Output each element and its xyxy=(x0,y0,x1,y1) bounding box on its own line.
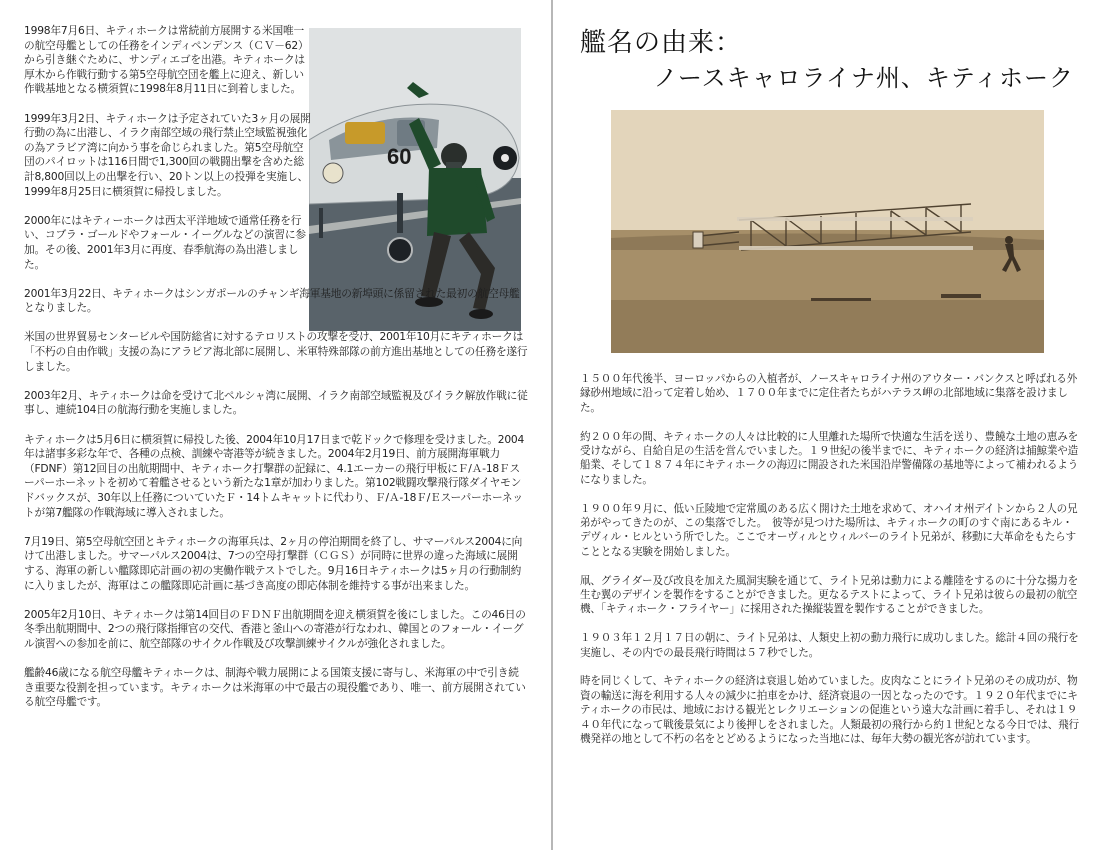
paragraph: 2003年2月、キティホークは命を受けて北ペルシャ湾に展開、イラク南部空域監視及びイラク解放作戦に従事し、連続104日の航海行動を実施しました。 xyxy=(24,388,528,417)
right-page xyxy=(553,0,1104,850)
paragraph: 艦齢46歳になる航空母艦キティホークは、制海や戦力展開による国策支援に寄与し、米海軍の中で引き続き重要な役割を担っています。キティホークは米海軍の中で最古の現役艦であり、唯一、前方展開されている航空母艦です。 xyxy=(24,666,526,709)
paragraph: 1999年3月2日、キティホークは予定されていた3ヶ月の展開行動の為に出港し、イラク南部空域の飛行禁止空域監視強化の為アラビア湾に向かう事を命じられました。第5空母航空団のパイロットは116日間で1,300回の戦闘出撃を含めた総計8,800回以上の出撃を行い、20トン以上の投弾を実施し、1999年8月25日に横須賀に帰投しました。 xyxy=(24,111,311,198)
page-subtitle: ノースキャロライナ州、キティホーク xyxy=(653,64,1074,92)
paragraph: １９０３年１２月１７日の朝に、ライト兄弟は、人類史上初の動力飛行に成功しました。総計４回の飛行を実施し、その内での最長飛行時間は５７秒でした。 xyxy=(580,632,1079,659)
paragraph: １９００年９月に、低い丘陵地で定常風のある広く開けた土地を求めて、オハイオ州デイトンから２人の兄弟がやってきたのが、この集落でした。 彼等が見つけた場所は、キティホークの町のすぐ南にあるキル・デヴィル・ヒルという所でした。ここでオーヴィルとウィルバーのライト兄弟が、移動に大革命をもたらすこととなる実験を開始しました。 xyxy=(580,502,1078,558)
wright-flyer-illustration xyxy=(611,110,1044,353)
paragraph: 1998年7月6日、キティホークは常続前方展開する米国唯一の航空母艦としての任務をインディペンデンス（ＣＶ－62）から引き継ぐために、サンディエゴを出港。キティホークは厚木から作戦行動する第5空母航空団を艦上に迎え、新しい作戦基地となる横須賀に1998年8月11日に到着しました。 xyxy=(24,24,309,96)
wright-flyer-photo xyxy=(611,110,1044,353)
paragraph: 2005年2月10日、キティホークは第14回目のＦＤＮＦ出航期間を迎え横須賀を後にしました。この46日の冬季出航期間中、2つの飛行隊指揮官の交代、香港と釜山への寄港が行なわれ、韓国とのフォール・イーグル演習への参加を前に、航空部隊のサイクル作戦及び攻撃訓練サイクルが強化されました。 xyxy=(24,607,526,650)
paragraph: 米国の世界貿易センタービルや国防総省に対するテロリストの攻撃を受け、2001年10月にキティホークは「不朽の自由作戦」支援の為にアラビア海北部に展開し、米軍特殊部隊の前方進出基地としての任務を遂行しました。 xyxy=(24,330,528,373)
right-article xyxy=(580,372,1080,761)
paragraph: １５００年代後半、ヨーロッパからの入植者が、ノースキャロライナ州のアウター・バンクスと呼ばれる外縁砂州地域に沿って定着し始め、１７００年までに定住者たちがハテラス岬の北部地域に集落を設けました。 xyxy=(580,373,1078,414)
page-title: 艦名の由来： xyxy=(580,28,743,58)
paragraph: 7月19日、第5空母航空団とキティホークの海軍兵は、2ヶ月の停泊期間を終了し、サマーパルス2004に向けて出港しました。サマーパルス2004は、7つの空母打撃群（ＣＧＳ）が同時に世界の違った海域に展開する、海軍の新しい艦隊即応計画の初の実働作戦テストでした。9月16日キティホークは5ヶ月の行動制約に入りましたが、海軍はこの艦隊即応計画に基づき高度の即応体制を維持する事が出来ました。 xyxy=(24,534,523,592)
paragraph: キティホークは5月6日に横須賀に帰投した後、2004年10月17日まで乾ドックで修理を受けました。2004年は諸事多彩な年で、各種の点検、訓練や寄港等が続きました。2004年2月19日、前方展開海軍戦力（FDNF）第12回目の出航期間中、キティホーク打撃群の記録に、4.1エーカーの飛行甲板にＦ/Ａ-18Ｆスーパーホーネットを初めて着艦させるという新たな1章が加わりました。第102戦闘攻撃飛行隊ダイヤモンドバックスが、30年以上任務についていたＦ・14トムキャットに代わり、Ｆ/Ａ-18Ｆ/Ｅスーパーホーネットが第7艦隊の作戦海域に導入されました。 xyxy=(24,432,525,519)
paragraph: 2001年3月22日、キティホークはシンガポールのチャンギ海軍基地の新埠頭に係留された最初の航空母艦となりました。 xyxy=(24,286,520,315)
paragraph: 時を同じくして、キティホークの経済は衰退し始めていました。皮肉なことにライト兄弟のその成功が、物資の輸送に海を利用する人々の減少に拍車をかけ、経済衰退の一因となったのです。１９２０年代までにキティホークの市民は、地域における観光とレクリエーションの促進という遠大な計画に着手し、それは１９４０年代になって戦後景気により後押しをされました。人類最初の飛行から約１世紀となる今日では、飛行機発祥の地として不朽の名をとどめるようになった当地には、毎年大勢の観光客が訪れています。 xyxy=(580,675,1079,746)
paragraph: 凧、グライダー及び改良を加えた風洞実験を通じて、ライト兄弟は動力による離陸をするのに十分な揚力を生む翼のデザインを製作をすることができました。更なるテストによって、ライト兄弟は彼らの最初の航空機、「キティホーク・フライヤー」に採用された操縦装置を製作することができました。 xyxy=(580,574,1079,616)
left-article xyxy=(24,24,528,725)
paragraph: 2000年にはキティーホークは西太平洋地域で通常任務を行い、コブラ・ゴールドやフォール・イーグルなどの演習に参加。その後、2001年3月に再度、春季航海の為出港しました。 xyxy=(24,213,306,271)
aircraft-number: 60 xyxy=(387,144,412,169)
paragraph: 約２００年の間、キティホークの人々は比較的に人里離れた場所で快適な生活を送り、豊饒な土地の恵みを受けながら、自給自足の生活を営んでいました。１９世紀の後半までに、キティホークの経済は捕鯨業や造船業、そして１８７４年にキティホークの海辺に開設された米国沿岸警備隊の基地等によって補われるようになりました。 xyxy=(580,430,1079,486)
